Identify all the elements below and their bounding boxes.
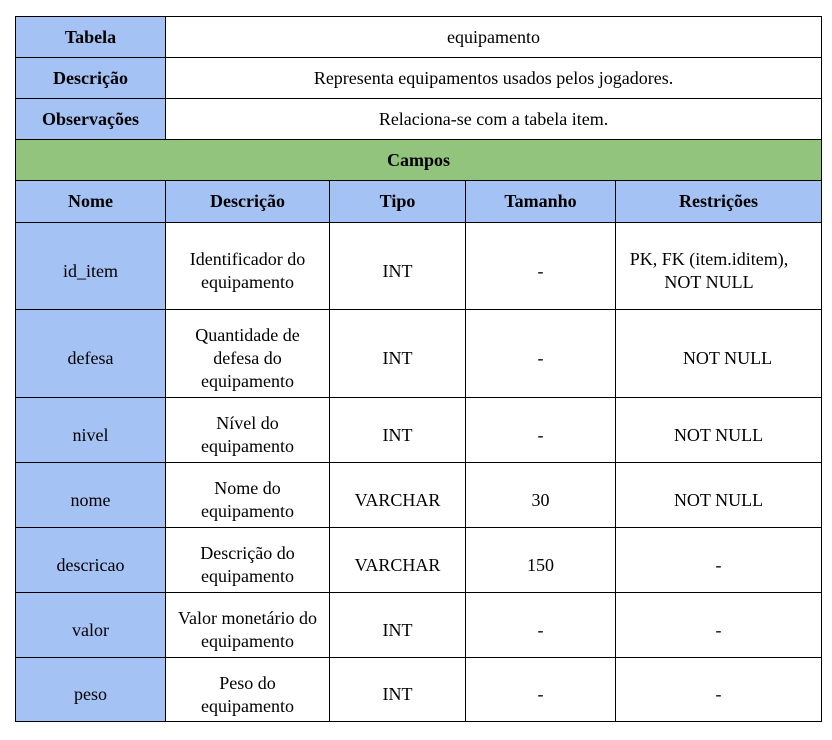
campos-header: Campos (16, 140, 822, 181)
field-name: valor (72, 619, 109, 640)
observacoes-label: Observações (16, 99, 166, 140)
field-name: descricao (56, 554, 125, 575)
field-constraints: NOT NULL (673, 489, 764, 510)
field-description: Nível do equipamento (201, 413, 294, 456)
table-row (16, 310, 822, 398)
field-name: nivel (72, 424, 109, 445)
field-type: VARCHAR (354, 489, 441, 510)
field-size: - (537, 684, 544, 704)
field-size: - (537, 619, 544, 640)
field-name: nome (70, 489, 111, 510)
table-row (16, 593, 822, 658)
descricao-value: Representa equipamentos usados pelos jogadores. (166, 58, 822, 99)
field-type: INT (382, 684, 413, 704)
table-row (16, 528, 822, 593)
col-header-tamanho: Tamanho (466, 181, 616, 223)
field-constraints: - (715, 554, 722, 575)
description-row (16, 58, 822, 99)
field-size: 150 (527, 554, 554, 575)
field-type: INT (382, 348, 413, 368)
field-size: 30 (531, 489, 550, 510)
table-row (16, 223, 822, 310)
tabela-value: equipamento (166, 17, 822, 58)
observacoes-value: Relaciona-se com a tabela item. (166, 99, 822, 140)
field-constraints: - (715, 619, 722, 640)
field-name: defesa (67, 348, 114, 368)
field-description: Quantidade de defesa do equipamento (195, 325, 300, 391)
field-description: Nome do equipamento (201, 478, 294, 521)
col-header-restricoes: Restrições (616, 181, 822, 223)
field-description: Valor monetário do equipamento (178, 608, 317, 651)
table-name-row (16, 17, 822, 58)
field-constraints: NOT NULL (682, 348, 773, 368)
field-name: peso (74, 684, 107, 704)
tabela-label: Tabela (16, 17, 166, 58)
field-type: INT (382, 619, 413, 640)
col-header-nome: Nome (16, 181, 166, 223)
field-size: - (537, 260, 544, 281)
table-row (16, 398, 822, 463)
field-description: Descrição do equipamento (200, 543, 295, 586)
field-type: INT (382, 424, 413, 445)
field-type: INT (382, 260, 413, 281)
campos-row (16, 140, 822, 181)
field-constraints: NOT NULL (673, 424, 764, 445)
observations-row (16, 99, 822, 140)
field-name: id_item (63, 260, 118, 281)
table-row (16, 463, 822, 528)
descricao-label: Descrição (16, 58, 166, 99)
field-constraints: - (715, 684, 722, 704)
field-constraints: PK, FK (item.iditem), NOT NULL (629, 249, 789, 292)
data-dictionary-table (15, 16, 822, 722)
col-header-tipo: Tipo (330, 181, 466, 223)
field-type: VARCHAR (354, 554, 441, 575)
field-description: Identificador do equipamento (189, 249, 306, 292)
column-header-row (16, 181, 822, 223)
col-header-descricao: Descrição (166, 181, 330, 223)
table-row (16, 658, 822, 722)
field-description: Peso do equipamento (201, 672, 294, 716)
field-size: - (537, 424, 544, 445)
field-size: - (537, 348, 544, 368)
